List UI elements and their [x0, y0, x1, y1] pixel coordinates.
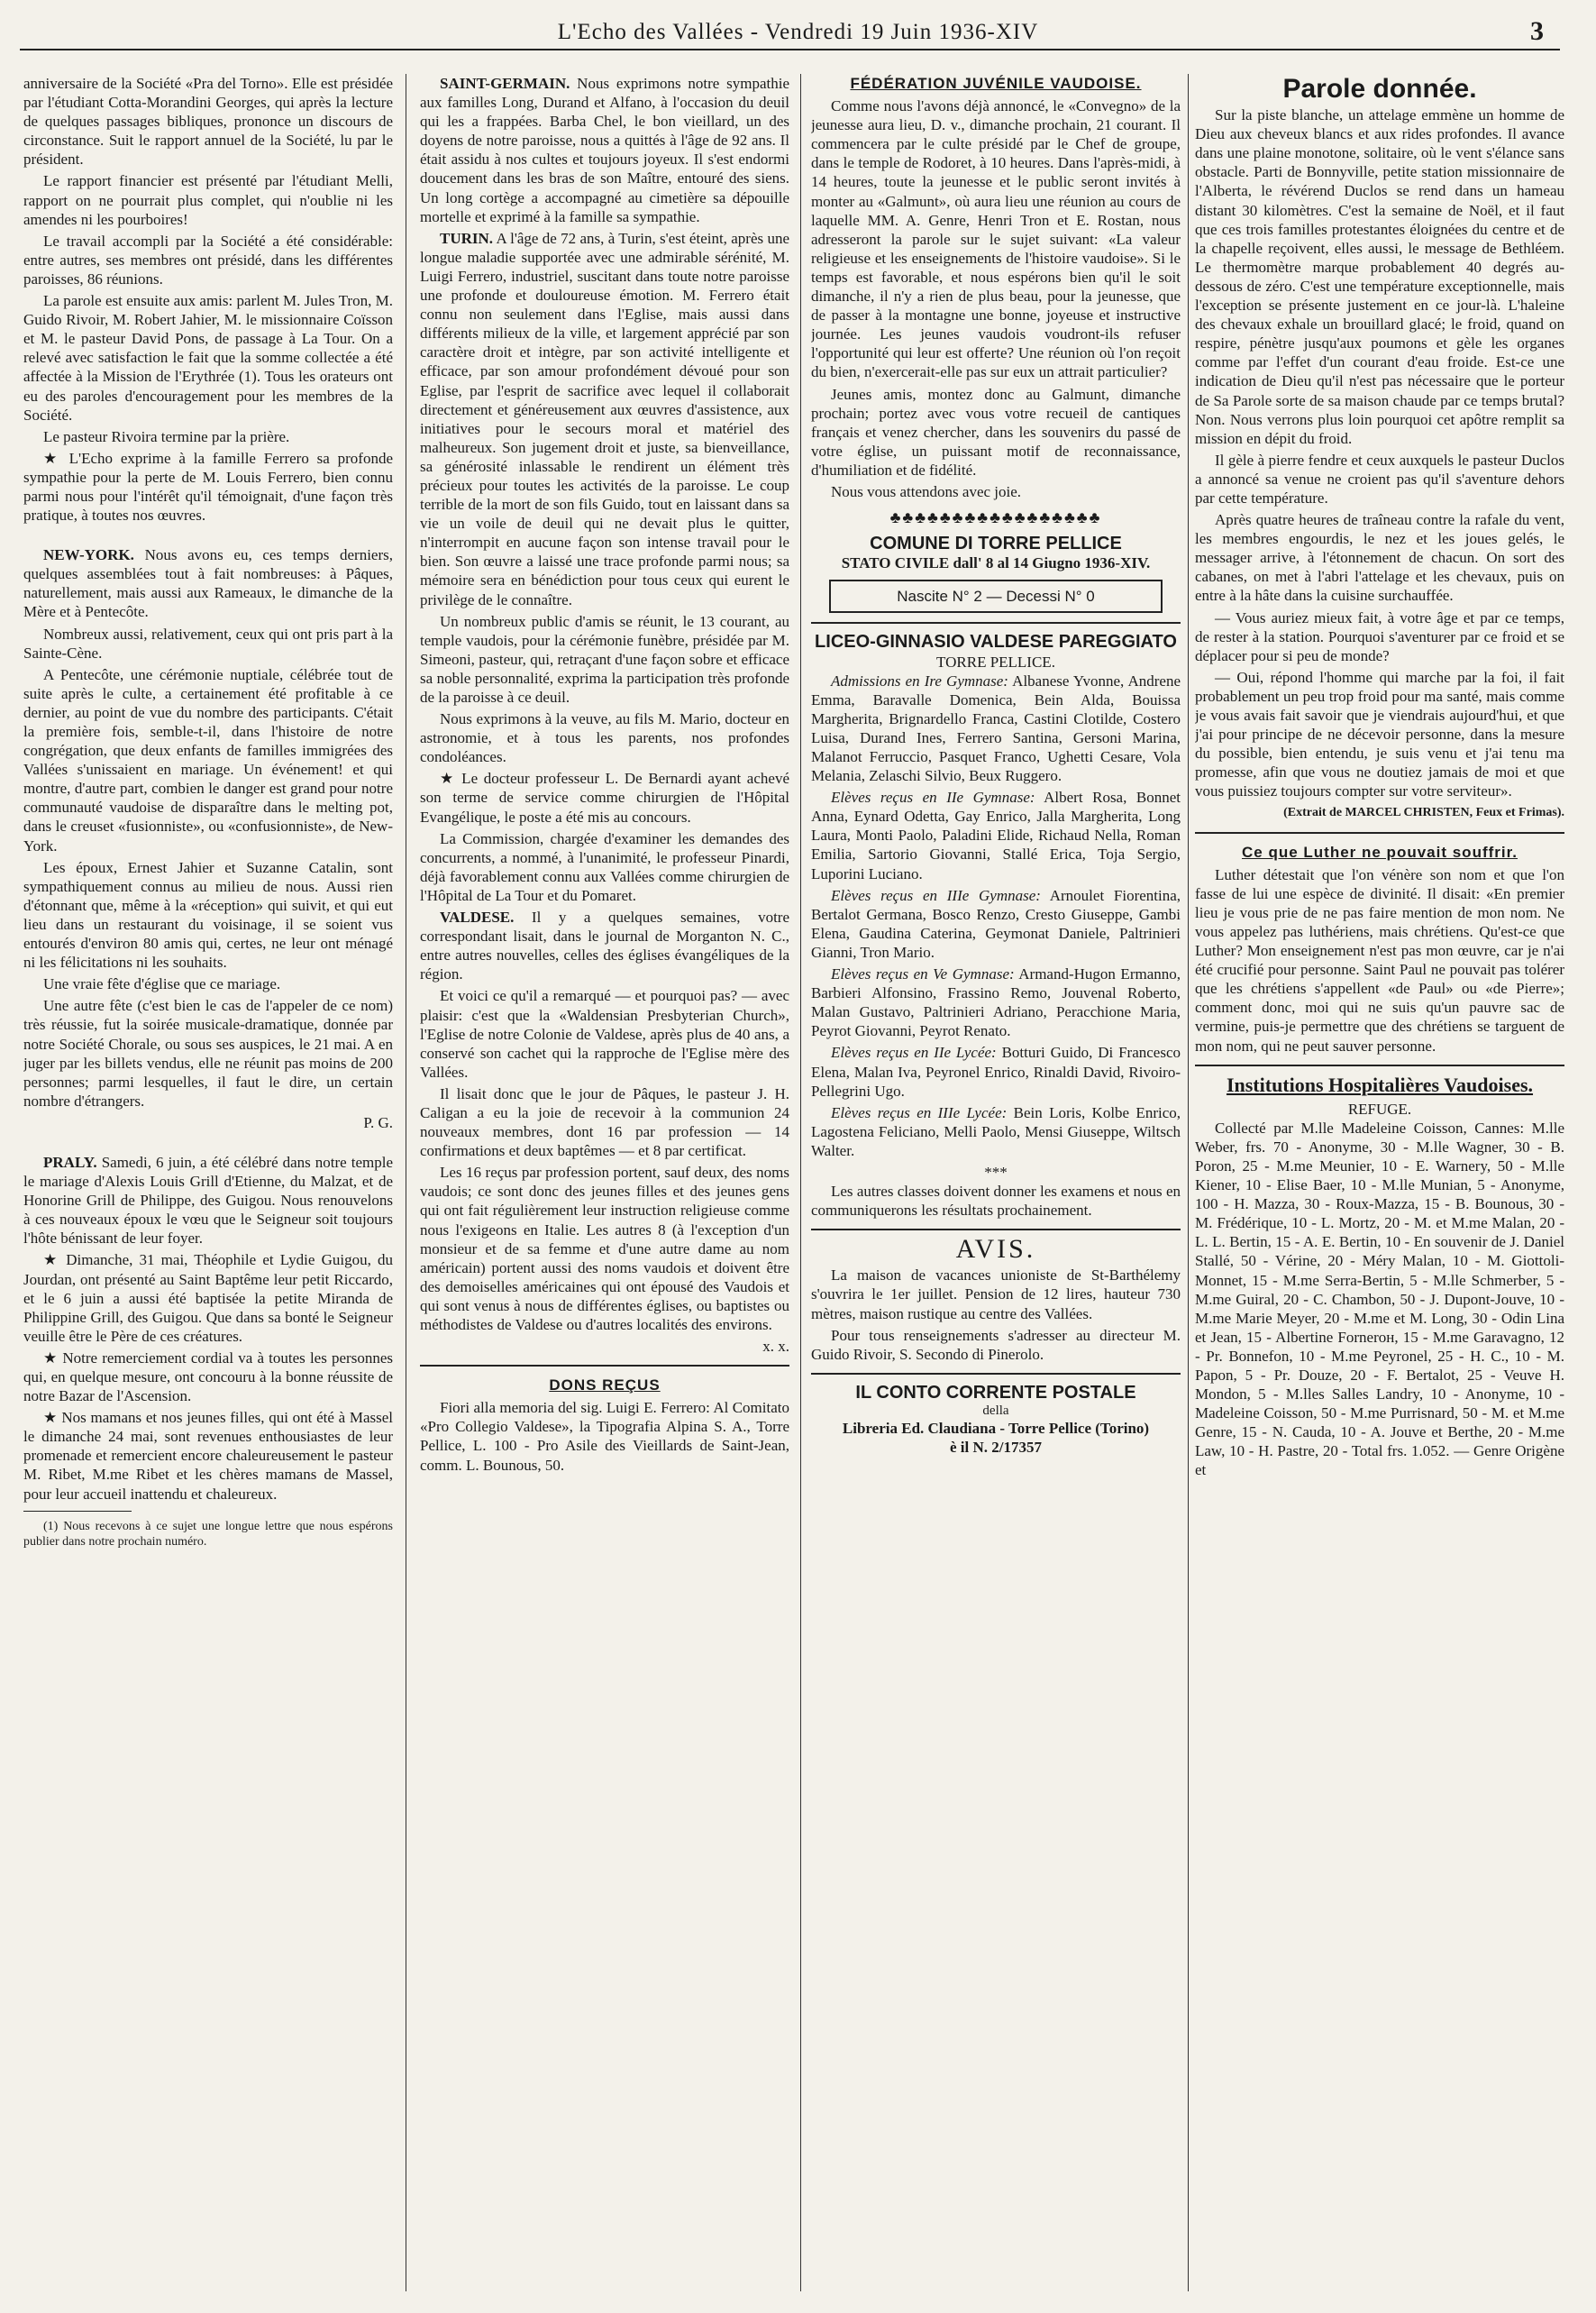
paragraph: Après quatre heures de traîneau contre la rafale du vent, les membres engourdis, le nez et les joues gelés, le messager arrive, à l'étonnement de chacun. On sort des cabanes, on met à l'abri l'attelage et les chevaux, puis on entre à la hâte dans la cuisine surchauffée. — [1195, 511, 1564, 605]
paragraph: Et voici ce qu'il a remarqué — et pourquoi pas? — avec plaisir: c'est que la «Waldensian Presbyterian Church», l'Eglise de notre Colonie de Valdese, après plus de 40 ans, a conservé son cachet qui la rapproche de l'Eglise mère des Vallées. — [420, 987, 789, 1081]
paragraph: A Pentecôte, une cérémonie nuptiale, célébrée tout de suite après le culte, a certainement été profitable à ce dernier, au point de vue du nombre des participants. C'était la première fois, semble-t-il, dans l'histoire de notre congrégation, que deux enfants de familles immigrées des Vallées s'unissaient en mariage. Un événement! et qui montre, d'autre part, combien le danger est grand pour notre communauté vaudoise de disparaître dans le melting pot, dans le creuset «fusionniste», ou «confusionniste», de New-York. — [23, 665, 393, 855]
paragraph: ★ Notre remerciement cordial va à toutes les personnes qui, en quelque mesure, ont concouru à la bonne réussite de notre Bazar de l'Ascension. — [23, 1348, 393, 1405]
newspaper-title: L'Echo des Vallées - Vendredi 19 Juin 1936-XIV — [557, 20, 1039, 44]
column-1 — [23, 74, 393, 2291]
paragraph: Comme nous l'avons déjà annoncé, le «Convegno» de la jeunesse aura lieu, D. v., dimanche prochain, 21 courant. Il commencera par le culte présidé par le Chef de groupe, dans le temple de Rodoret, à 10 heures. Dans l'après-midi, à 14 heures, toute la jeunesse et le public seront invités à monter au «Galmunt», où aura lieu une réunion au cours de laquelle MM. A. Genre, Henri Tron et E. Rostan, nous adresseront la parole sur le sujet suivant: «La valeur religieuse et les enseignements de l'histoire vaudoise». Si le temps est favorable, et nous espérons bien qu'il le soit dimanche, il n'y a rien de plus beau, pour la jeunesse, que de passer à la montagne une bonne, joyeuse et instructive journée. Les jeunes vaudois voudront-ils refuser l'opportunité qui leur est offerte? Une réunion où l'on reçoit du bien, n'exercerait-elle pas sur eux un attrait particulier? — [811, 97, 1181, 381]
list-label: Elèves reçus en IIIe Lycée: — [831, 1103, 1008, 1121]
section-heading: TURIN. — [440, 229, 494, 247]
section-praly — [23, 1153, 393, 1248]
section-heading: VALDESE. — [440, 909, 515, 927]
section-heading: PRALY. — [43, 1153, 97, 1171]
list-label: Admissions en Ire Gymnase: — [831, 672, 1008, 690]
liceo-heading: LICEO-GINNASIO VALDESE PAREGGIATO — [815, 632, 1177, 653]
page-header — [0, 0, 1596, 52]
section-divider — [1195, 832, 1564, 834]
paragraph: Fiori alla memoria del sig. Luigi E. Ferrero: Al Comitato «Pro Collegio Valdese», la Tipografia Alpina S. A., Torre Pellice, L. 100 - Pro Asile des Vieillards de Saint-Jean, comm. L. Bounous, 50. — [420, 1399, 789, 1474]
column-4 — [1195, 74, 1564, 2291]
spacer — [23, 1135, 393, 1153]
column-divider — [1188, 74, 1189, 2291]
section-divider — [811, 1229, 1181, 1230]
conto-heading: IL CONTO CORRENTE POSTALE — [855, 1382, 1136, 1403]
column-divider — [800, 74, 801, 2291]
avis-heading: AVIS. — [955, 1234, 1036, 1265]
paragraph: Nombreux aussi, relativement, ceux qui ont pris part à la Sainte-Cène. — [23, 625, 393, 662]
paragraph: Le pasteur Rivoira termine par la prière. — [43, 427, 290, 445]
liceo-place: TORRE PELLICE. — [936, 653, 1055, 671]
list-label: Elèves reçus en Ve Gymnase: — [831, 965, 1015, 983]
section-heading: SAINT-GERMAIN. — [440, 75, 570, 92]
paragraph: anniversaire de la Société «Pra del Torno». Elle est présidée par l'étudiant Cotta-Morandini Georges, qui après la lecture de quelques passages bibliques, prononce un discours de circonstance. Suit le rapport annuel de la Société, lu par le président. — [23, 75, 393, 169]
admissions-list — [811, 965, 1181, 1040]
parole-donnee-heading: Parole donnée. — [1282, 74, 1477, 104]
paragraph: Collecté par M.lle Madeleine Coisson, Cannes: M.lle Weber, frs. 70 - Anonyme, 30 - M.lle Wagner, 30 - B. Poron, 25 - M.me Meunier, 10 - E. Warnery, 50 - M.lle Kiener, 10 - Elise Baer, 10 - M.lle Munian, 5 - Anonyme, 100 - H. Mazza, 30 - Roux-Mazza, 15 - B. Bounous, 30 - M. Frédérique, 10 - L. Mortz, 20 - M. et M.me Malan, 20 - L. L. Bertin, 15 - A. E. Bertin, 10 - En souvenir de J. Daniel Stallé, 50 - Vérine, 20 - Méry Malan, 10 - M. Giottoli-Monnet, 15 - M.me Serra-Bertin, 5 - M.lle Schmerber, 5 - M.me Guiral, 20 - C. Chambon, 50 - J. Dupont-Jouve, 10 - M.me Marie Meyer, 20 - M.me et M. Long, 30 - Odin Lina et Jean, 15 - Albertine Fornerон, 15 - M.me Garavagno, 12 - Pr. Bonnefon, 10 - M.me Peyronel, 25 - H. C., 10 - M. Papon, 5 - Pr. Douze, 20 - F. Bertalot, 25 - Veuve H. Mondon, 5 - M.lles Salles Landry, 10 - Anonyme, 10 - Madeleine Coisson, 50 - M.me Purrisnard, 50 - M. et M.me Genre, 15 - N. Cauda, 10 - A. Jouve et Berthe, 20 - M.me Law, 10 - H. Pastre, 20 - Total frs. 1.052. — Genre Origène et — [1195, 1119, 1564, 1479]
paragraph: La Commission, chargée d'examiner les demandes des concurrents, a nommé, à l'unanimité, le professeur Pinardi, déjà favorablement connu aux Vallées comme chirurgien de l'Hôpital de La Tour et du Pomaret. — [420, 829, 789, 904]
paragraph: ★ Nos mamans et nos jeunes filles, qui ont été à Massel le dimanche 24 mai, sont revenues enthousiastes de leur promenade et remercient encore chaleureusement le pasteur M. Ribet, M.me Ribet et les chères mamans de Massel, pour leur accueil inattendu et chaleureux. — [23, 1409, 393, 1503]
paragraph: La parole est ensuite aux amis: parlent M. Jules Tron, M. Guido Rivoir, M. Robert Jahier, M. le missionnaire Coïsson et M. le pasteur David Pons, de passage à La Tour. On a relevé avec satisfaction le fait que la somme collectée a été affectée à la Mission de l'Erythrée (1). Tous les orateurs ont eu des paroles d'encouragement pour les membres de la Société. — [23, 292, 393, 424]
admissions-list — [811, 886, 1181, 962]
paragraph: ★ Le docteur professeur L. De Bernardi ayant achevé son terme de service comme chirurgien de l'Hôpital Evangélique, le poste a été mis au concours. — [420, 770, 789, 826]
comune-heading: COMUNE DI TORRE PELLICE — [870, 534, 1122, 554]
section-saint-germain — [420, 74, 789, 226]
list-names: Bein Loris, Kolbe Enrico, Lagostena Feliciano, Melli Paolo, Mensi Giuseppe, Wiltsch Walter. — [811, 1103, 1181, 1159]
paragraph: Le rapport financier est présenté par l'étudiant Melli, rapport on ne pourrait plus complet, qui n'oublie ni les amendes ni les pourboires! — [23, 172, 393, 228]
paragraph: Nous vous attendons avec joie. — [831, 482, 1022, 500]
footnote-divider — [23, 1511, 132, 1512]
header-divider — [20, 49, 1560, 50]
luther-heading: Ce que Luther ne pouvait souffrir. — [1241, 843, 1518, 861]
list-names: Armand-Hugon Ermanno, Barbieri Alfonsino, Frassino Remo, Jouvenal Roberto, Malan Gustavo, Paltrinieri Adriano, Peracchione Maria, Peyrot Giovanni, Peyrot Renato. — [811, 965, 1181, 1040]
admissions-list — [811, 788, 1181, 882]
paragraph-text: Samedi, 6 juin, a été célébré dans notre temple le mariage d'Alexis Louis Grill d'Etienne, du Malzat, et de Honorine Grill de Philippe, des Guigou. Nous renouvelons à ces nouveaux époux le vœu que le Seigneur soit toujours l'hôte bénissant de leur foyer. — [23, 1153, 393, 1248]
paragraph: — Oui, répond l'homme qui marche par la foi, il fait probablement un peu trop froid pour ma santé, mais comme je vous avais fait savoir que je viendrais aujourd'hui, et que j'ai pour principe de ne décevoir personne, dans la mesure du possible, bien entendu, je suis venu et j'ai tenu ma promesse, afin que vous ne doutiez jamais de moi et que vous puissiez toujours compter sur votre serviteur». — [1195, 668, 1564, 800]
list-label: Elèves reçus en IIe Lycée: — [831, 1044, 997, 1062]
paragraph-text: Nous exprimons notre sympathie aux familles Long, Durand et Alfano, à l'occasion du deuil qui les a frappées. Barba Chel, le bon vieillard, un des doyens de notre paroisse, nous a quittés à l'âge de 92 ans. Il était assidu à nos cultes et toujours joyeux. Il s'est endormi doucement dans les bras de son Maître, entouré des siens. Un long cortège a accompagné au cimetière sa dépouille mortelle et exprimé à la famille sa sympathie. — [420, 75, 789, 225]
section-heading: NEW-YORK. — [43, 546, 134, 564]
signature: P. G. — [363, 1113, 393, 1131]
births-deaths-box: Nascite N° 2 — Decessi N° 0 — [829, 580, 1163, 613]
footnote: (1) Nous recevons à ce sujet une longue lettre que nous espérons publier dans notre prochain numéro. — [23, 1519, 393, 1549]
section-divider — [811, 1373, 1181, 1375]
admissions-list — [811, 1103, 1181, 1160]
paragraph: Les 16 reçus par profession portent, sauf deux, des noms vaudois; ce sont donc des jeunes filles et des jeunes gens qui ont fait régulièrement leur instruction religieuse comme nous l'exigeons en Italie. Les autres 8 (à l'exception d'un monsieur et de sa femme et d'une autre dame au nom américain) portent aussi des noms vaudois et doivent être des demoiselles américaines qui ont épousé des Vaudois et qui sont venus à nous de différentes églises, ou baptistes ou méthodistes de Valdese ou d'autres localités des environs. — [420, 1164, 789, 1333]
paragraph: Sur la piste blanche, un attelage emmène un homme de Dieu aux cheveux blancs et aux rides profondes. Il avance dans une plaine monotone, solitaire, où le vent s'élance sans obstacle. Parti de Bonnyville, petite station missionnaire de l'Alberta, le révérend Duclos se rend dans un hameau distant 30 kilomètres. C'est la semaine de Noël, et il faut que ces trois familles protestantes éloignées du centre et de la chapelle reçoivent, elles aussi, le message de Bethléem. Le thermomètre marque probablement 40 degrés au-dessous de zéro. C'est une température exceptionnelle, mais l'exception se présente justement en ce jour-là. L'haleine des chevaux exhale un brouillard glacé; le froid, quand on respire, pénètre jusqu'aux poumons et gèle les organes comme par l'effet d'un courant d'eau froide. Est-ce une indication de Dieu qu'il n'est pas nécessaire que le porteur de Sa Parole sorte de sa maison chaude par ce temps brutal? Non. Nous verrons plus loin pourquoi cet apôtre remplit sa mission en dépit du froid. — [1195, 106, 1564, 447]
paragraph: Il gèle à pierre fendre et ceux auxquels le pasteur Duclos a annoncé sa venue ne croient pas qu'il s'aventure dehors par cette température. — [1195, 451, 1564, 507]
conto-della: della — [982, 1403, 1009, 1418]
paragraph: La maison de vacances unioniste de St-Barthélemy s'ouvrira le 1er juillet. Pension de 12 lires, hauteur 730 mètres, maison rustique au centre des Vallées. — [811, 1266, 1181, 1322]
list-names: Albanese Yvonne, Andrene Emma, Baravalle Domenica, Bein Alda, Bouissa Margherita, Brignardello Franca, Castini Clotilde, Costero Luisa, Durand Ines, Ferrero Santina, Gersoni Marina, Malanot Ferruccio, Pasquet Franco, Ughetti Cesare, Vola Melania, Zelaschi Silvio, Beux Ruggero. — [811, 672, 1181, 785]
paragraph: Une autre fête (c'est bien le cas de l'appeler de ce nom) très réussie, fut la soirée musicale-dramatique, donnée par notre Société Chorale, ou sous ses auspices, le 21 mai. A en juger par les billets vendus, elle ne réunit pas moins de 200 personnes; parmi lesquelles, il faut le dire, un certain nombre d'étrangers. — [23, 997, 393, 1110]
paragraph-text: Nous avons eu, ces temps derniers, quelques assemblées tout à fait nombreuses: à Pâques, naturellement, mais aussi aux Rameaux, le dimanche de la Mère et à Pentecôte. — [23, 546, 393, 621]
list-names: Botturi Guido, Di Francesco Elena, Malan Iva, Peyronel Enrico, Rinaldi David, Rivoiro-Pellegrini Ugo. — [811, 1044, 1181, 1100]
source-attribution: (Extrait de MARCEL CHRISTEN, Feux et Frimas). — [1283, 806, 1564, 820]
institutions-heading: Institutions Hospitalières Vaudoises. — [1226, 1073, 1534, 1096]
list-label: Elèves reçus en IIIe Gymnase: — [831, 886, 1041, 904]
paragraph: Pour tous renseignements s'adresser au directeur M. Guido Rivoir, S. Secondo di Pinerolo. — [811, 1326, 1181, 1363]
column-3 — [811, 74, 1181, 2291]
admissions-list — [811, 672, 1181, 786]
spacer — [23, 527, 393, 545]
paragraph: ★ Dimanche, 31 mai, Théophile et Lydie Guigou, du Jourdan, ont présenté au Saint Baptême leur petit Riccardo, et le 6 juin a aussi été baptisée la petite Miranda de Philippine Grill, des Guigou. Que dans sa bonté le Seigneur veuille être le Père de ces créatures. — [23, 1251, 393, 1345]
paragraph-text: Il y a quelques semaines, votre correspondant lisait, dans le journal de Morganton N. C., entre autres nouvelles, celles des églises évangéliques de la région. — [420, 909, 789, 983]
paragraph: Il lisait donc que le jour de Pâques, le pasteur J. H. Caligan a eu la joie de recevoir à la communion 24 nouveaux membres, dont 16 par profession — 14 confirmations et deux baptêmes — et 8 par certificat. — [420, 1084, 789, 1160]
signature: x. x. — [762, 1338, 789, 1356]
conto-number: è il N. 2/17357 — [950, 1439, 1042, 1456]
refuge-subheading: REFUGE. — [1347, 1100, 1412, 1118]
section-divider — [420, 1365, 789, 1367]
paragraph: Les époux, Ernest Jahier et Suzanne Catalin, sont sympathiquement connus au milieu de nous. Aussi rien d'étonnant que, même à la «réception» qui suivit, et qui eut lieu dans un restaurant du voisinage, il se soient vus entourés d'environ 80 amis qui, certes, ne leur ont ménagé ni les félicitations ni les souhaits. — [23, 858, 393, 972]
paragraph: Un nombreux public d'amis se réunit, le 13 courant, au temple vaudois, pour la cérémonie funèbre, présidée par M. Simeoni, pasteur, qui, retraçant d'une façon sobre et efficace sa noble personnalité, exprima la participation très profonde de la paroisse à ce deuil. — [420, 612, 789, 706]
admissions-list — [811, 1043, 1181, 1100]
list-names: Albert Rosa, Bonnet Anna, Eynard Odetta, Gay Enrico, Jalla Margherita, Long Laura, Monti Paolo, Paladini Elide, Richaud Nella, Roman Emilia, Sartorio Giovanni, Stallé Erica, Toja Sergio, Luporini Luciano. — [811, 789, 1181, 882]
paragraph: Les autres classes doivent donner les examens et nous en communiquerons les résultats prochainement. — [811, 1183, 1181, 1220]
paragraph: Luther détestait que l'on vénère son nom et que l'on fasse de lui une espèce de divinité. Il disait: «En premier lieu je vous prie de ne pas faire mention de mon nom. Ne vous appelez pas luthériens, mais chrétiens. Qu'est-ce que Luther? Mon enseignement n'est pas mon œuvre, car je n'ai été crucifié pour personne. Saint Paul ne pouvait pas tolérer que les chrétiens s'appellent «de Paul» ou «de Pierre»; comment donc, moi qui ne suis qu'un pauvre sac de vermine, puis-je permettre que des chrétiens se targuent de mon nom, qui ne peut sauver personne. — [1195, 865, 1564, 1055]
asterism: *** — [984, 1163, 1008, 1181]
list-label: Elèves reçus en IIe Gymnase: — [831, 789, 1035, 807]
section-valdese — [420, 908, 789, 983]
column-2 — [420, 74, 789, 2291]
comune-subheading: STATO CIVILE dall' 8 al 14 Giugno 1936-XIV. — [841, 554, 1151, 572]
paragraph: — Vous auriez mieux fait, à votre âge et par ce temps, de rester à la station. Pourquoi s'aventurer par ce froid et se déplacer pour si peu de monde? — [1195, 608, 1564, 664]
section-turin — [420, 229, 789, 609]
paragraph: Le travail accompli par la Société a été considérable: entre autres, ses membres ont présidé, dans les différentes paroisses, 86 réunions. — [23, 232, 393, 288]
ornament-divider: ♣♣♣♣♣♣♣♣♣♣♣♣♣♣♣♣♣ — [889, 508, 1102, 527]
section-divider — [1195, 1065, 1564, 1066]
paragraph: Nous exprimons à la veuve, au fils M. Mario, docteur en astronomie, et à tous les parents, nos profondes condoléances. — [420, 710, 789, 766]
section-new-york — [23, 545, 393, 621]
columns-container — [23, 74, 1566, 2291]
federation-heading: FÉDÉRATION JUVÉNILE VAUDOISE. — [850, 75, 1142, 92]
section-divider — [811, 622, 1181, 624]
paragraph: ★ L'Echo exprime à la famille Ferrero sa profonde sympathie pour la perte de M. Louis Ferrero, bien connu parmi nous pour l'intérêt qu'il témoignait, d'une façon très pratique, à toutes nos œuvres. — [23, 449, 393, 525]
list-names: Arnoulet Fiorentina, Bertalot Germana, Bosco Renzo, Cresto Giuseppe, Gambi Elena, Gaudina Caterina, Geymonat Daniele, Paltrinieri Gianni, Tron Mario. — [811, 886, 1181, 961]
paragraph: Jeunes amis, montez donc au Galmunt, dimanche prochain; portez avec vous votre recueil de cantiques français et venez chercher, dans les souvenirs du passé de votre église, un puissant motif de reconnaissance, d'humiliation et de fidélité. — [811, 385, 1181, 479]
conto-libreria: Libreria Ed. Claudiana - Torre Pellice (Torino) — [842, 1419, 1150, 1437]
dons-heading: DONS REÇUS — [549, 1376, 661, 1394]
paragraph: Une vraie fête d'église que ce mariage. — [43, 975, 281, 993]
page-number: 3 — [1530, 16, 1544, 46]
paragraph-text: A l'âge de 72 ans, à Turin, s'est éteint, après une longue maladie supportée avec une admirable sérénité, M. Luigi Ferrero, industriel, suscitant dans toute notre paroisse une profonde et douloureuse émotion. M. Ferrero était connu non seulement dans l'Eglise, mais aussi dans différents milieux de la ville, et largement apprécié par son caractère droit et intègre, par son activité intelligente et efficace, par son amour profondément dévoué pour son Eglise, par l'esprit de sacrifice avec lequel il collaborait directement et généreusement aux œuvres d'assistence, aux initiatives pour le secours moral et matériel des malheureux. Son jugement droit et juste, sa bienveillance, sa générosité inlassable le rendirent un élément très précieux pour toutes les activités de la paroisse. Le coup terrible de la mort de son fils Guido, tout en laissant dans sa vie un voile de deuil qui ne devait plus le quitter, n'interrompit en aucune façon son intense travail pour le bien. Son œuvre a laissé une trace profonde parmi nous; sa mémoire sera en bénédiction pour tous ceux qui eurent le privilège de le connaître. — [420, 229, 789, 608]
